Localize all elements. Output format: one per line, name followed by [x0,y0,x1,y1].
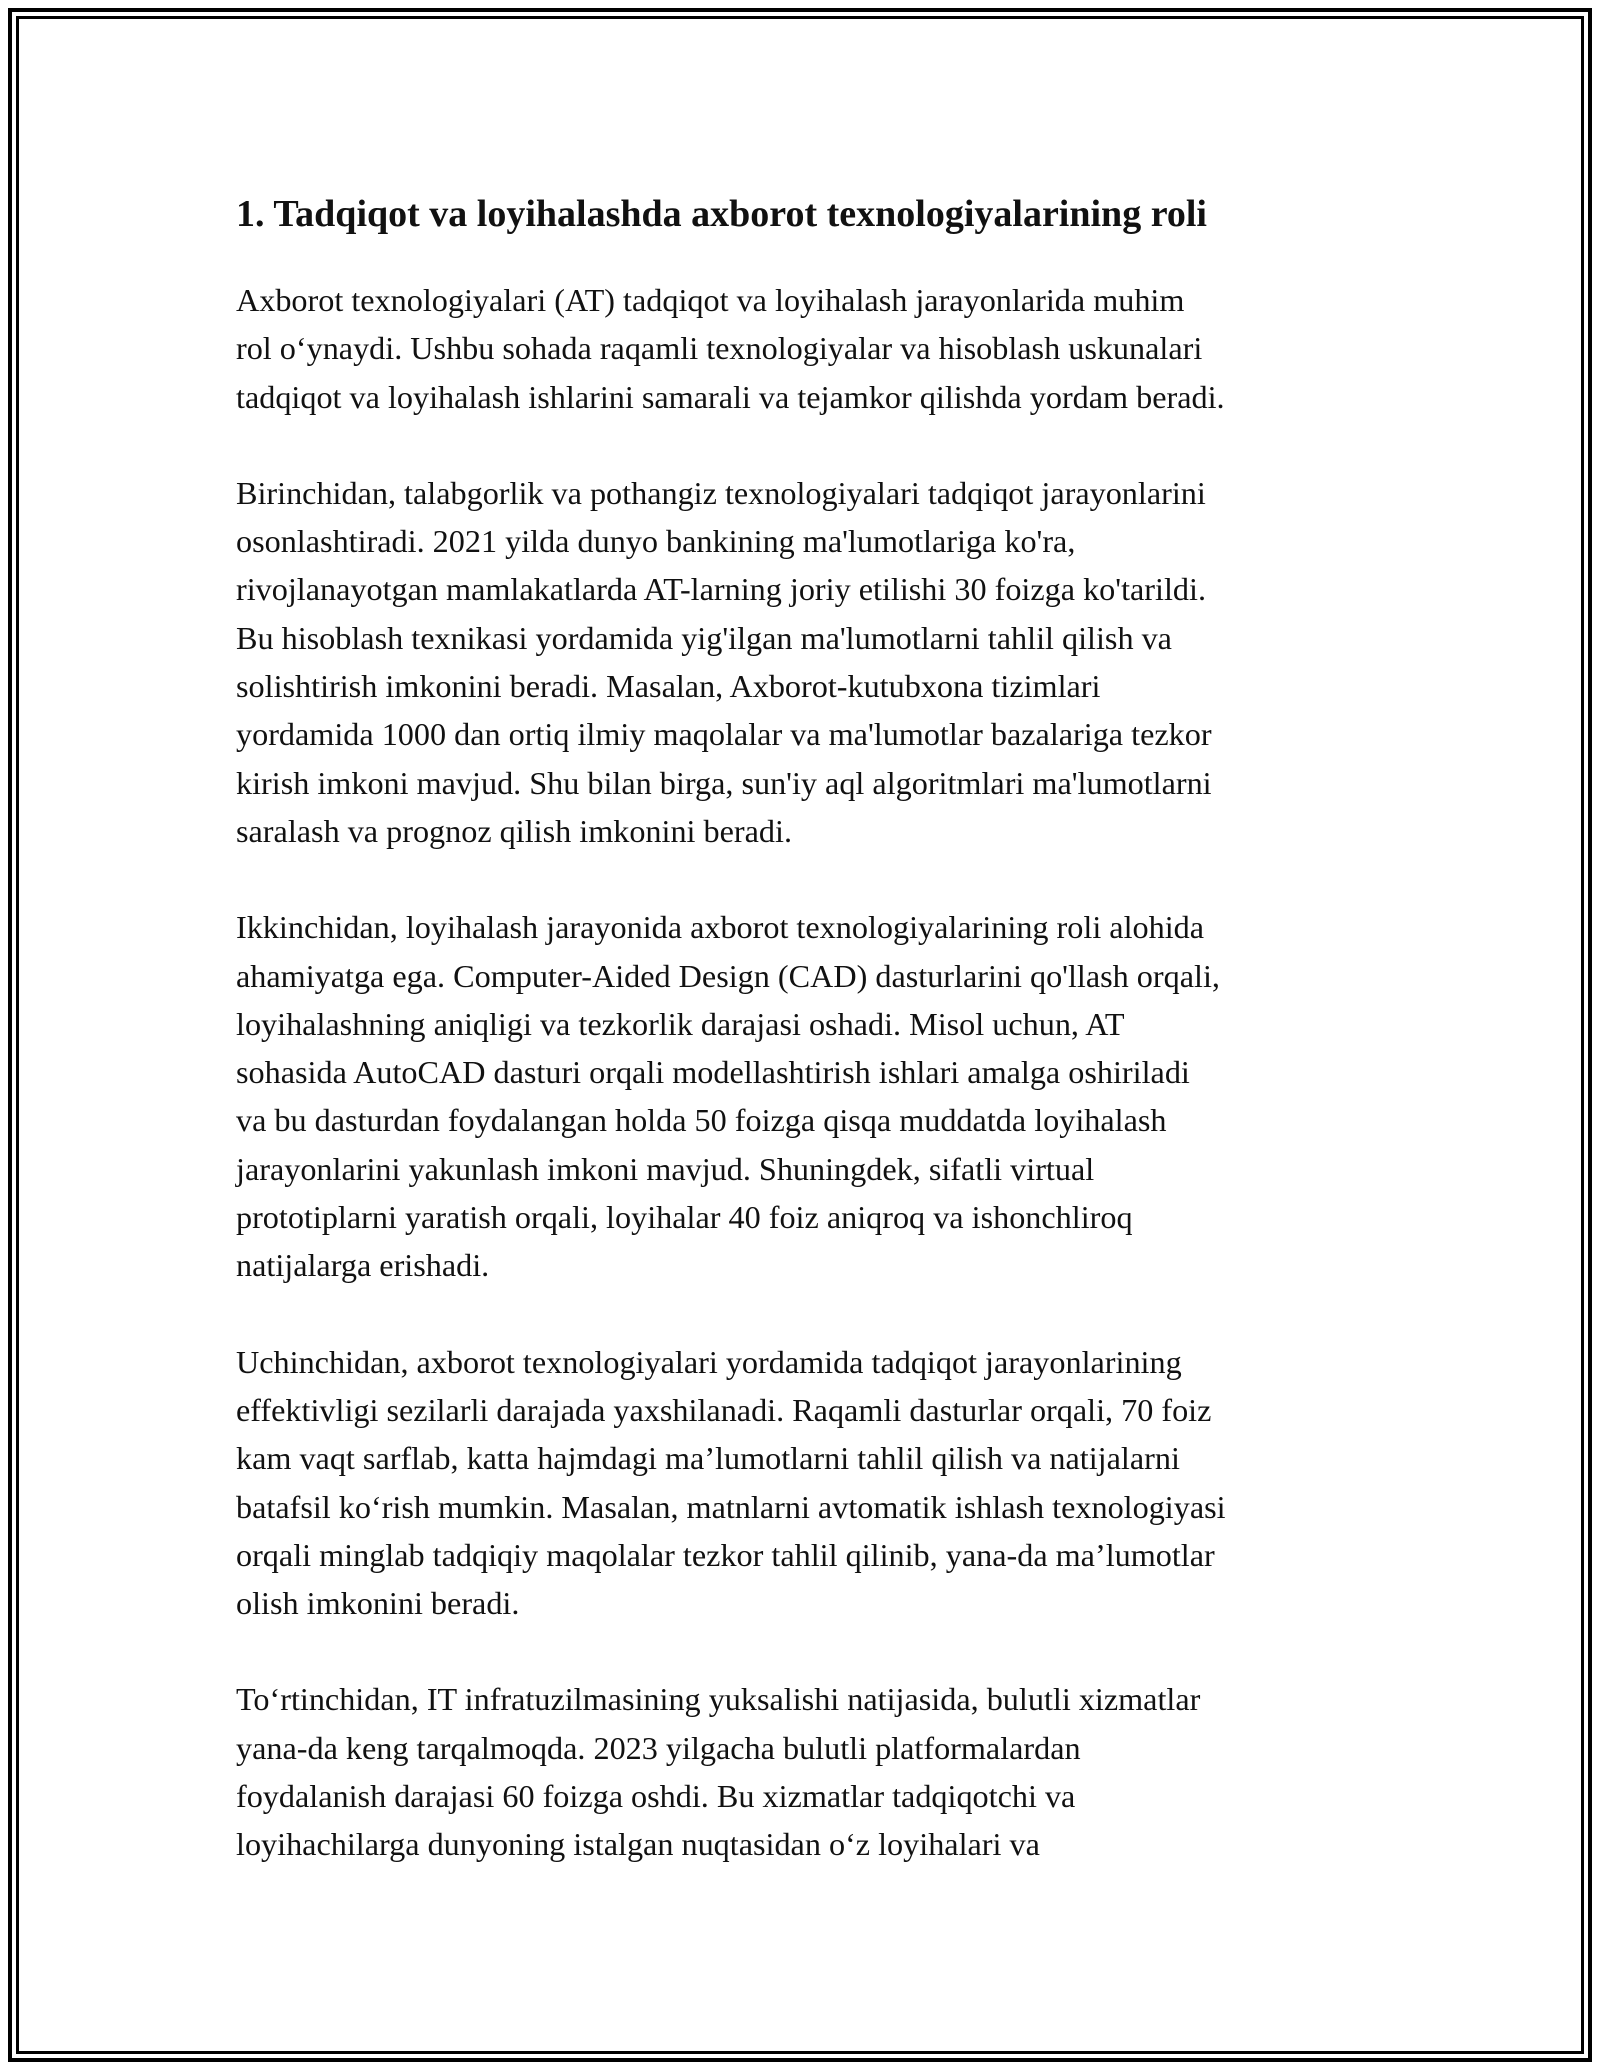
text-line: yordamida 1000 dan ortiq ilmiy maqolalar va ma'lumotlar bazalariga tezkor [236,716,1212,753]
text-line: Uchinchidan, axborot texnologiyalari yordamida tadqiqot jarayonlarining [236,1343,1182,1380]
text-line: Bu hisoblash texnikasi yordamida yig'ilgan ma'lumotlarni tahlil qilish va [236,619,1172,656]
text-line: yana-da keng tarqalmoqda. 2023 yilgacha bulutli platformalardan [236,1729,1081,1766]
paragraph-fourth [236,1675,1376,1868]
paragraph-first [236,469,1376,855]
text-line: rivojlanayotgan mamlakatlarda AT-larning joriy etilishi 30 foizga ko'tarildi. [236,571,1206,608]
text-line: Ikkinchidan, loyihalash jarayonida axborot texnologiyalarining roli alohida [236,909,1205,946]
text-line: prototiplarni yaratish orqali, loyihalar 40 foiz aniqroq va ishonchliroq [236,1199,1133,1236]
text-line: loyihachilarga dunyoning istalgan nuqtasidan o‘z loyihalari va [236,1826,1040,1863]
paragraph-third [236,1338,1376,1628]
text-line: tadqiqot va loyihalash ishlarini samarali va tejamkor qilishda yordam beradi. [236,378,1225,415]
text-line: rol o‘ynaydi. Ushbu sohada raqamli texnologiyalar va hisoblash uskunalari [236,330,1203,367]
text-line: jarayonlarini yakunlash imkoni mavjud. Shuningdek, sifatli virtual [236,1150,1095,1187]
document-page [236,186,1376,1917]
text-line: To‘rtinchidan, IT infratuzilmasining yuksalishi natijasida, bulutli xizmatlar [236,1681,1201,1718]
text-line: solishtirish imkonini beradi. Masalan, Axborot-kutubxona tizimlari [236,668,1101,705]
text-line: orqali minglab tadqiqiy maqolalar tezkor tahlil qilinib, yana-da ma’lumotlar [236,1536,1215,1573]
text-line: natijalarga erishadi. [236,1247,490,1284]
text-line: batafsil ko‘rish mumkin. Masalan, matnlarni avtomatik ishlash texnologiyasi [236,1488,1226,1525]
text-line: olish imkonini beradi. [236,1585,520,1622]
text-line: effektivligi sezilarli darajada yaxshilanadi. Raqamli dasturlar orqali, 70 foiz [236,1391,1212,1428]
text-line: ahamiyatga ega. Computer-Aided Design (CAD) dasturlarini qo'llash orqali, [236,957,1220,994]
text-line: foydalanish darajasi 60 foizga oshdi. Bu xizmatlar tadqiqotchi va [236,1778,1076,1815]
paragraph-second [236,903,1376,1289]
section-heading: 1. Tadqiqot va loyihalashda axborot texnologiyalarining roli [236,193,1207,235]
paragraph-intro [236,276,1376,421]
text-line: va bu dasturdan foydalangan holda 50 foizga qisqa muddatda loyihalash [236,1102,1167,1139]
text-line: Axborot texnologiyalari (AT) tadqiqot va loyihalash jarayonlarida muhim [236,282,1185,318]
text-line: kirish imkoni mavjud. Shu bilan birga, sun'iy aql algoritmlari ma'lumotlarni [236,764,1212,801]
text-line: loyihalashning aniqligi va tezkorlik darajasi oshadi. Misol uchun, AT [236,1005,1125,1042]
text-line: Birinchidan, talabgorlik va pothangiz texnologiyalari tadqiqot jarayonlarini [236,474,1206,511]
text-line: kam vaqt sarflab, katta hajmdagi ma’lumotlarni tahlil qilish va natijalarni [236,1440,1180,1477]
text-line: osonlashtiradi. 2021 yilda dunyo bankining ma'lumotlariga ko'ra, [236,523,1076,560]
text-line: sohasida AutoCAD dasturi orqali modellashtirish ishlari amalga oshiriladi [236,1054,1190,1091]
text-line: saralash va prognoz qilish imkonini beradi. [236,812,793,849]
